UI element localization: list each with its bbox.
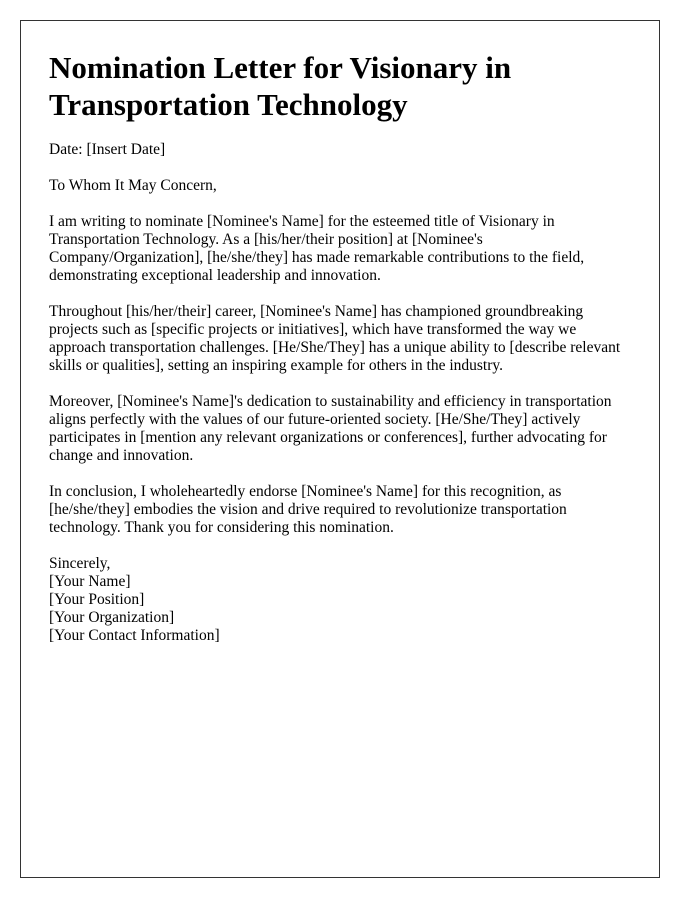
paragraph-nomination: I am writing to nominate [Nominee's Name] for the esteemed title of Visionary in Transportation Technology. As a [his/her/their position] at [Nominee's Company/Organization], [he/she/they] has made remarkable contributions to the field, demonstrating exceptional leadership and innovation. [49, 213, 585, 284]
paragraph-sustainability: Moreover, [Nominee's Name]'s dedication to sustainability and efficiency in transportation aligns perfectly with the values of our future-oriented society. [He/She/They] actively participates in [mention any relevant organizations or conferences], further advocating for change and innovation. [49, 393, 612, 464]
letter-page [20, 20, 660, 878]
signoff: Sincerely, [49, 555, 111, 572]
paragraph-career: Throughout [his/her/their] career, [Nominee's Name] has championed groundbreaking projects such as [specific projects or initiatives], which have transformed the way we approach transportation challenges. [He/She/They] has a unique ability to [describe relevant skills or qualities], setting an inspiring example for others in the industry. [49, 303, 621, 374]
signer-name: [Your Name] [49, 573, 131, 590]
signature-block [49, 555, 631, 645]
signer-position: [Your Position] [49, 591, 145, 608]
letter-salutation: To Whom It May Concern, [49, 177, 217, 194]
letter-title: Nomination Letter for Visionary in Transportation Technology [49, 50, 512, 122]
letter-date: Date: [Insert Date] [49, 141, 166, 158]
signer-contact: [Your Contact Information] [49, 627, 220, 644]
paragraph-conclusion: In conclusion, I wholeheartedly endorse [Nominee's Name] for this recognition, as [he/she/they] embodies the vision and drive required to revolutionize transportation technology. Thank you for considering this nomination. [49, 483, 567, 536]
signer-organization: [Your Organization] [49, 609, 175, 626]
